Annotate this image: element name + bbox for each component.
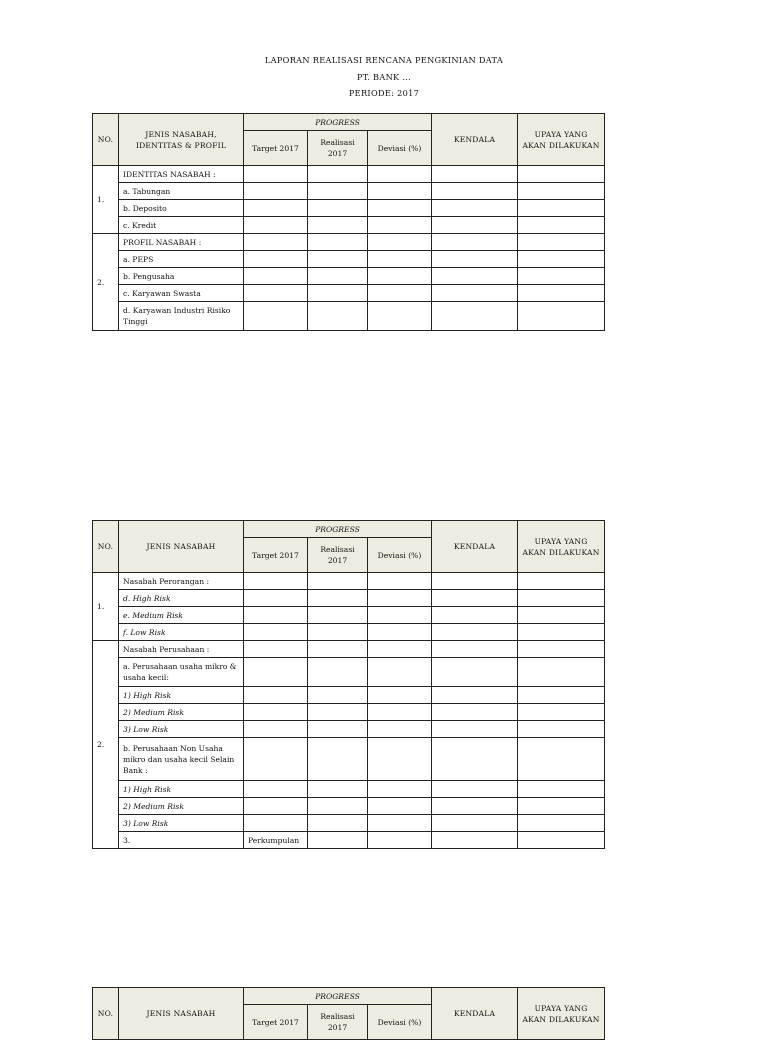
col-header-realisasi: Realisasi 2017 (308, 131, 368, 166)
row-number: 1. (93, 166, 119, 234)
table-row (93, 217, 605, 234)
row-number: 2. (93, 234, 119, 331)
row-label: 3) Low Risk (119, 721, 244, 738)
table-row (93, 590, 605, 607)
col-header-upaya: UPAYA YANG AKAN DILAKUKAN (518, 521, 605, 573)
subgroup-title: b. Perusahaan Non Usaha mikro dan usaha kecil Selain Bank : (119, 738, 244, 781)
col-header-jenis: JENIS NASABAH, IDENTITAS & PROFIL (119, 114, 244, 166)
row-label: a. PEPS (119, 251, 244, 268)
col-header-progress: PROGRESS (244, 521, 432, 538)
col-header-kendala: KENDALA (432, 988, 518, 1040)
row-label: c. Karyawan Swasta (119, 285, 244, 302)
col-header-kendala: KENDALA (432, 521, 518, 573)
report-table-partial (92, 987, 605, 1040)
row-label: 2) Medium Risk (119, 704, 244, 721)
col-header-deviasi: Deviasi (%) (368, 131, 432, 166)
table-row (93, 251, 605, 268)
col-header-jenis: JENIS NASABAH (119, 521, 244, 573)
row-label: 3) Low Risk (119, 815, 244, 832)
table-row (93, 183, 605, 200)
row-label: 1) High Risk (119, 781, 244, 798)
title-line-bank: PT. BANK ... (356, 71, 412, 82)
row-label: b. Deposito (119, 200, 244, 217)
col-header-target: Target 2017 (244, 131, 308, 166)
table-row (93, 624, 605, 641)
row-label: d. Karyawan Industri Risiko Tinggi (119, 302, 244, 331)
table-row (93, 658, 605, 687)
table-row (93, 687, 605, 704)
row-label: a. Tabungan (119, 183, 244, 200)
group-title: Perkumpulan (244, 832, 308, 849)
table-row (93, 285, 605, 302)
row-number: 2. (93, 641, 119, 849)
group-title: IDENTITAS NASABAH : (119, 166, 244, 183)
row-label: 1) High Risk (119, 687, 244, 704)
subgroup-title: a. Perusahaan usaha mikro & usaha kecil: (119, 658, 244, 687)
table-row (93, 832, 605, 849)
table-row (93, 166, 605, 183)
col-header-upaya: UPAYA YANG AKAN DILAKUKAN (518, 114, 605, 166)
col-header-no: NO. (93, 521, 119, 573)
group-title: Nasabah Perusahaan : (119, 641, 244, 658)
table-row (93, 268, 605, 285)
col-header-progress: PROGRESS (244, 988, 432, 1005)
table-row (93, 234, 605, 251)
row-label: c. Kredit (119, 217, 244, 234)
table-row (93, 815, 605, 832)
col-header-progress: PROGRESS (244, 114, 432, 131)
col-header-no: NO. (93, 988, 119, 1040)
report-table-identity-profile (92, 113, 605, 331)
col-header-realisasi: Realisasi 2017 (308, 538, 368, 573)
title-line-report: LAPORAN REALISASI RENCANA PENGKINIAN DATA (264, 55, 504, 65)
col-header-target: Target 2017 (244, 1005, 308, 1040)
group-title: PROFIL NASABAH : (119, 234, 244, 251)
row-label: d. High Risk (119, 590, 244, 607)
table-row (93, 607, 605, 624)
col-header-target: Target 2017 (244, 538, 308, 573)
table-row (93, 721, 605, 738)
table-row (93, 738, 605, 781)
table-row (93, 781, 605, 798)
row-label: f. Low Risk (119, 624, 244, 641)
col-header-upaya: UPAYA YANG AKAN DILAKUKAN (518, 988, 605, 1040)
document-title (0, 52, 768, 102)
col-header-realisasi: Realisasi 2017 (308, 1005, 368, 1040)
table-row (93, 704, 605, 721)
col-header-deviasi: Deviasi (%) (368, 1005, 432, 1040)
col-header-jenis: JENIS NASABAH (119, 988, 244, 1040)
row-number: 1. (93, 573, 119, 641)
table-row (93, 798, 605, 815)
col-header-no: NO. (93, 114, 119, 166)
group-title: Nasabah Perorangan : (119, 573, 244, 590)
row-label: e. Medium Risk (119, 607, 244, 624)
col-header-deviasi: Deviasi (%) (368, 538, 432, 573)
table-row (93, 200, 605, 217)
row-label: 2) Medium Risk (119, 798, 244, 815)
row-number: 3. (119, 832, 244, 849)
col-header-kendala: KENDALA (432, 114, 518, 166)
table-row (93, 641, 605, 658)
table-row (93, 573, 605, 590)
report-table-customer-type (92, 520, 605, 849)
row-label: b. Pengusaha (119, 268, 244, 285)
title-line-period: PERIODE: 2017 (348, 88, 420, 98)
table-row (93, 302, 605, 331)
